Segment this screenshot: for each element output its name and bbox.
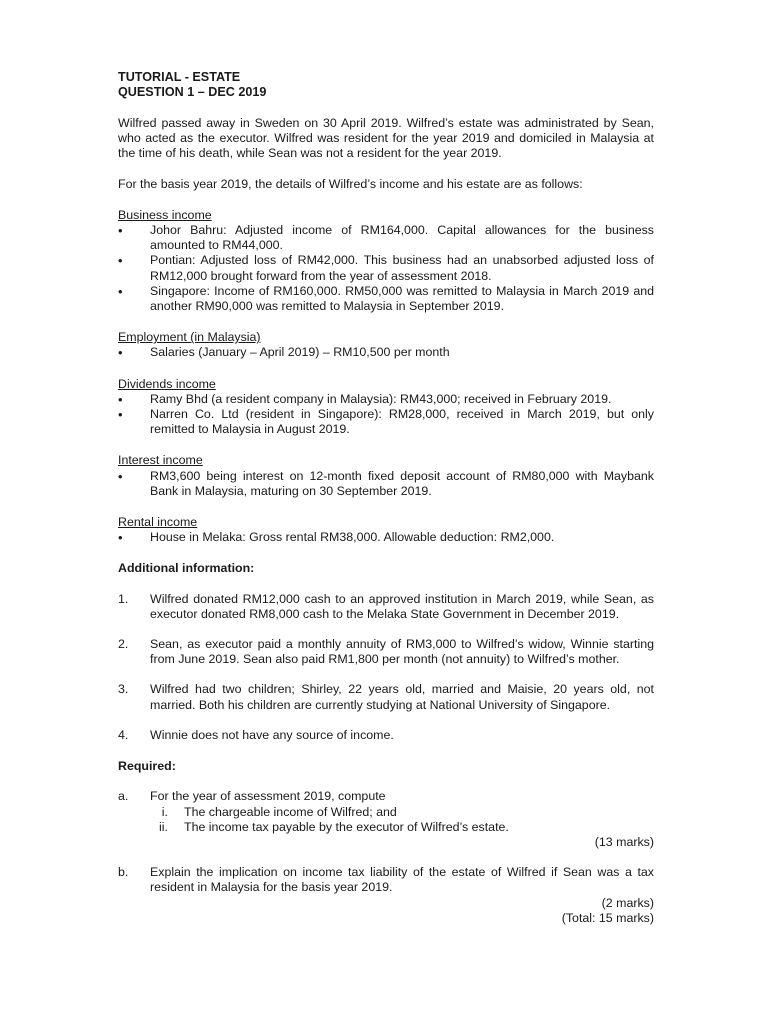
part-text: For the year of assessment 2019, compute <box>150 789 386 804</box>
dividends-heading: Dividends income <box>118 376 216 391</box>
required-part-a <box>118 789 654 850</box>
dividends-list <box>118 392 654 438</box>
additional-info-list <box>118 592 654 743</box>
list-item: • Ramy Bhd (a resident company in Malaysia): RM43,000; received in February 2019. <box>118 392 654 407</box>
part-number: a. <box>118 789 129 804</box>
list-item: • Johor Bahru: Adjusted income of RM164,000. Capital allowances for the business amounted to RM44,000. <box>118 223 654 253</box>
item-number: 3. <box>118 682 129 697</box>
sub-text: The income tax payable by the executor of Wilfred’s estate. <box>184 819 509 834</box>
list-item: • Singapore: Income of RM160,000. RM50,000 was remitted to Malaysia in March 2019 and another RM90,000 was remitted to Malaysia in September 2019. <box>118 284 654 314</box>
part-text: Explain the implication on income tax liability of the estate of Wilfred if Sean was a tax resident in Malaysia for the basis year 2019. <box>150 865 654 895</box>
intro-paragraph: Wilfred passed away in Sweden on 30 April 2019. Wilfred’s estate was administrated by Sean, who acted as the executor. Wilfred was resident for the year 2019 and domiciled in Malaysia at the time of his death, while Sean was not a resident for the year 2019. <box>118 116 654 161</box>
sub-question <box>150 805 654 820</box>
item-number: 2. <box>118 637 129 652</box>
item-text: Sean, as executor paid a monthly annuity of RM3,000 to Wilfred’s widow, Winnie starting from June 2019. Sean also paid RM1,800 per month (not annuity) to Wilfred’s mother. <box>150 637 654 667</box>
list-item: • Salaries (January – April 2019) – RM10,500 per month <box>118 345 654 360</box>
document-title: TUTORIAL - ESTATE <box>118 70 241 84</box>
list-item <box>118 592 654 622</box>
business-income-heading: Business income <box>118 207 212 222</box>
part-number: b. <box>118 865 129 880</box>
item-text: Winnie does not have any source of income. <box>150 727 394 742</box>
list-item: • Narren Co. Ltd (resident in Singapore): RM28,000, received in March 2019, but only remitted to Malaysia in August 2019. <box>118 407 654 437</box>
question-title: QUESTION 1 – DEC 2019 <box>118 85 267 99</box>
list-item: • House in Melaka: Gross rental RM38,000. Allowable deduction: RM2,000. <box>118 530 654 545</box>
item-text: Wilfred had two children; Shirley, 22 years old, married and Maisie, 20 years old, not married. Both his children are currently studying at National University of Singapore. <box>150 682 654 712</box>
list-item: • Pontian: Adjusted loss of RM42,000. This business had an unabsorbed adjusted loss of RM12,000 brought forward from the year of assessment 2018. <box>118 253 654 283</box>
item-number: 1. <box>118 591 129 606</box>
rental-list <box>118 530 654 545</box>
list-item <box>118 637 654 667</box>
required-heading: Required: <box>118 759 176 774</box>
item-text: Wilfred donated RM12,000 cash to an approved institution in March 2019, while Sean, as executor donated RM8,000 cash to the Melaka State Government in December 2019. <box>150 591 654 621</box>
list-item <box>118 728 654 743</box>
interest-heading: Interest income <box>118 453 203 468</box>
employment-list <box>118 345 654 360</box>
business-income-list <box>118 223 654 314</box>
sub-text: The chargeable income of Wilfred; and <box>184 804 397 819</box>
sub-question-list <box>150 805 654 835</box>
list-item: • RM3,600 being interest on 12-month fixed deposit account of RM80,000 with Maybank Bank in Malaysia, maturing on 30 September 2019. <box>118 469 654 499</box>
marks-label: (13 marks) <box>594 834 654 849</box>
marks-label: (2 marks) <box>601 895 654 910</box>
sub-question <box>150 820 654 835</box>
sub-number: ii. <box>159 819 168 834</box>
list-item <box>118 682 654 712</box>
rental-heading: Rental income <box>118 515 198 530</box>
total-marks-label: (Total: 15 marks) <box>561 910 654 925</box>
employment-heading: Employment (in Malaysia) <box>118 330 261 345</box>
additional-info-heading: Additional information: <box>118 561 255 576</box>
sub-number: i. <box>161 804 168 819</box>
required-part-b <box>118 865 654 926</box>
interest-list <box>118 469 654 499</box>
item-number: 4. <box>118 727 129 742</box>
basis-year-paragraph: For the basis year 2019, the details of Wilfred’s income and his estate are as follows: <box>118 176 583 191</box>
